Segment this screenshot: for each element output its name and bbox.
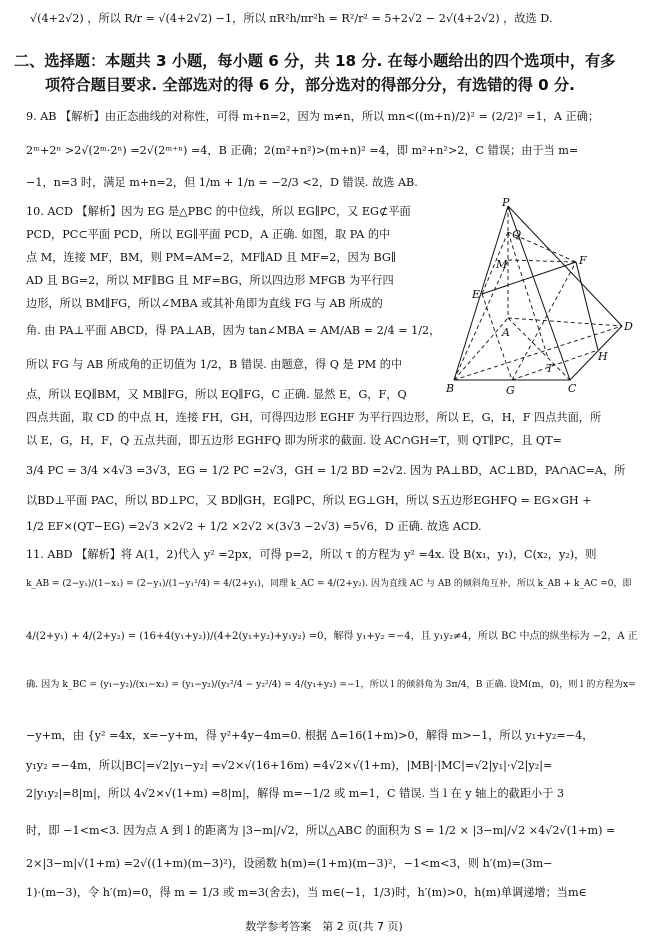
label-H: H xyxy=(598,350,608,363)
label-T: T xyxy=(546,362,554,375)
q11-line: 2|y₁y₂|=8|m|，所以 4√2×√(1+m) =8|m|，解得 m=−1/2 或 m=1，C 错误. 当 l 在 y 轴上的截距小于 3 xyxy=(26,787,565,800)
q9-line2: 2ᵐ+2ⁿ >2√(2ᵐ·2ⁿ) =2√(2ᵐ⁺ⁿ) =4，B 正确；2(m²+n²)>(m+n)² =4，即 m²+n²>2，C 错误；由于当 m= xyxy=(26,144,579,157)
q11-line: 1)·(m−3)，令 h′(m)=0，得 m = 1/3 或 m=3(舍去)，当 m∈(−1，1/3)时，h′(m)>0，h(m)单调递增；当m∈ xyxy=(26,886,587,899)
label-M: M xyxy=(496,258,508,271)
q10-line: 1/2 EF×(QT−EG) =2√3 ×2√2 + 1/2 ×2√2 ×(3√3 −2√3) =5√6，D 正确. 故选 ACD. xyxy=(26,520,482,533)
q10-line: 点，所以 EQ∥BM，又 MB∥FG，所以 EQ∥FG，C 正确. 显然 E，G，F，Q xyxy=(26,388,407,401)
label-Q: Q xyxy=(512,228,522,241)
pyramid-figure xyxy=(446,198,642,396)
q9-line3: −1，n=3 时，满足 m+n=2，但 1/m + 1/n = −2/3 <2，D 错误. 故选 AB. xyxy=(26,176,418,189)
q11-line: y₁y₂ =−4m，所以|BC|=√2|y₁−y₂| =√2×√(16+16m) =4√2×√(1+m)，|MB|·|MC|=√2|y₁|·√2|y₂|= xyxy=(26,759,553,772)
label-B: B xyxy=(446,382,455,395)
label-P: P xyxy=(502,198,510,209)
page-footer: 数学参考答案 第 2 页(共 7 页) xyxy=(245,920,403,933)
q11-line: −y+m，由 {y² =4x，x=−y+m，得 y²+4y−4m=0. 根据 Δ=16(1+m)>0，解得 m>−1，所以 y₁+y₂=−4， xyxy=(26,729,594,742)
q10-line: 所以 FG 与 AB 所成角的正切值为 1/2，B 错误. 由题意，得 Q 是 PM 的中 xyxy=(26,358,403,371)
label-G: G xyxy=(506,384,515,396)
section-heading-line1: 二、选择题：本题共 3 小题，每小题 6 分，共 18 分. 在每小题给出的四个选项中，有多 xyxy=(14,52,616,70)
q10-line: AD 且 BG=2，所以 MF∥BG 且 MF=BG，所以四边形 MFGB 为平行四 xyxy=(26,274,394,287)
q11-line: 时，即 −1<m<3. 因为点 A 到 l 的距离为 |3−m|/√2，所以△ABC 的面积为 S = 1/2 × |3−m|/√2 ×4√2√(1+m) = xyxy=(26,824,616,837)
label-A: A xyxy=(502,326,510,339)
q11-line: 11. ABD 【解析】将 A(1，2)代入 y² =2px，可得 p=2，所以 τ 的方程为 y² =4x. 设 B(x₁，y₁)，C(x₂，y₂)，则 xyxy=(26,548,597,561)
q10-line: 以BD⊥平面 PAC，所以 BD⊥PC，又 BD∥GH，EG∥PC，所以 EG⊥GH，所以 S五边形EGHFQ = EG×GH + xyxy=(26,494,592,507)
q11-line: k_AB = (2−y₁)/(1−x₁) = (2−y₁)/(1−y₁²/4) = 4/(2+y₁)，同理 k_AC = 4/(2+y₂). 因为直线 AC 与 AB 的倾斜角互补，所以 k_AB + k_AC =0，即 xyxy=(26,579,632,589)
q11-line: 2×|3−m|√(1+m) =2√((1+m)(m−3)²)，设函数 h(m)=(1+m)(m−3)²，−1<m<3，则 h′(m)=(3m− xyxy=(26,857,553,870)
q11-line: 4/(2+y₁) + 4/(2+y₂) = (16+4(y₁+y₂))/(4+2(y₁+y₂)+y₁y₂) =0，解得 y₁+y₂ =−4，且 y₁y₂≠4，所以 BC 中点的纵坐标为 −2，A 正 xyxy=(26,631,638,642)
q10-line: 四点共面，取 CD 的中点 H，连接 FH，GH，可得四边形 EGHF 为平行四边形，所以 E，G，H，F 四点共面，所 xyxy=(26,411,602,424)
q10-line: 3/4 PC = 3/4 ×4√3 =3√3，EG = 1/2 PC =2√3，GH = 1/2 BD =2√2. 因为 PA⊥BD，AC⊥BD，PA∩AC=A，所 xyxy=(26,464,626,477)
q10-line: 10. ACD 【解析】因为 EG 是△PBC 的中位线，所以 EG∥PC，又 EG⊄平面 xyxy=(26,205,411,218)
q10-line: 角. 由 PA⊥平面 ABCD，得 PA⊥AB，因为 tan∠MBA = AM/AB = 2/4 = 1/2， xyxy=(26,324,441,337)
q8-tail-line: √(4+2√2) ，所以 R/r = √(4+2√2) −1，所以 πR²h/πr²h = R²/r² = 5+2√2 − 2√(4+2√2) ，故选 D. xyxy=(30,12,553,25)
label-E: E xyxy=(472,288,481,301)
label-C: C xyxy=(568,382,577,395)
label-F: F xyxy=(579,254,587,267)
q10-line: 点 M，连接 MF，BM，则 PM=AM=2，MF∥AD 且 MF=2，因为 BG∥ xyxy=(26,251,396,264)
q10-line: 边形，所以 BM∥FG，所以∠MBA 或其补角即为直线 FG 与 AB 所成的 xyxy=(26,297,383,310)
label-D: D xyxy=(624,320,633,333)
q10-line: PCD，PC⊂平面 PCD，所以 EG∥平面 PCD，A 正确. 如图，取 PA 的中 xyxy=(26,228,391,241)
section-heading-line2: 项符合题目要求. 全部选对的得 6 分，部分选对的得部分分，有选错的得 0 分. xyxy=(45,76,575,94)
q11-line: 确. 因为 k_BC = (y₁−y₂)/(x₁−x₂) = (y₁−y₂)/(y₁²/4 − y₂²/4) = 4/(y₁+y₂) =−1，所以 l 的倾斜角为 3π/4，B 正确. 设M(m，0)，则 l 的方程为x= xyxy=(26,679,636,690)
q10-line: 以 E，G，H，F，Q 五点共面，即五边形 EGHFQ 即为所求的截面. 设 AC∩GH=T，则 QT∥PC，且 QT= xyxy=(26,434,562,447)
q9-line1: 9. AB 【解析】由正态曲线的对称性，可得 m+n=2，因为 m≠n，所以 mn<((m+n)/2)² = (2/2)² =1，A 正确； xyxy=(26,110,600,123)
